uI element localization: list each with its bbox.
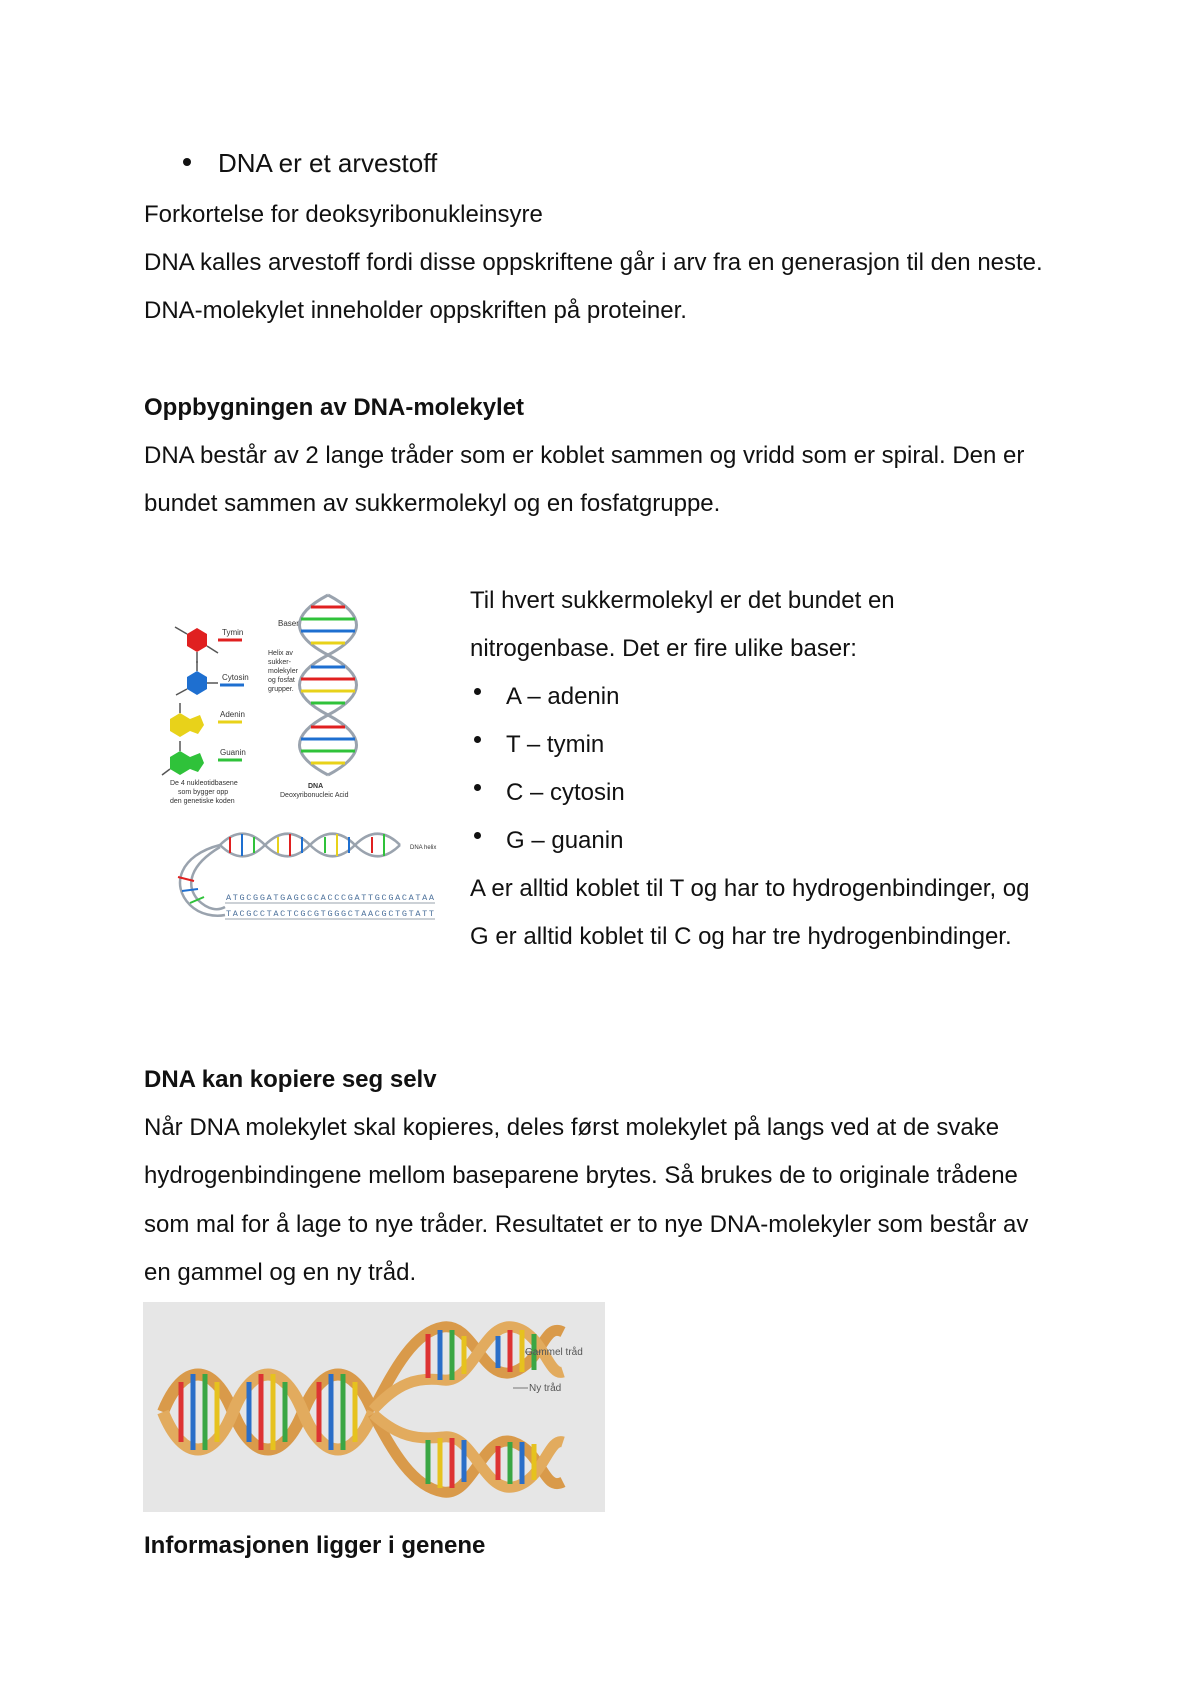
dna-structure-figure <box>160 585 450 945</box>
base-item: A – adenin <box>506 683 620 710</box>
bullet-marker <box>474 688 481 695</box>
bullet-marker <box>474 832 481 839</box>
section-heading: DNA kan kopiere seg selv <box>144 1066 437 1093</box>
bullet-marker <box>474 736 481 743</box>
cytosin-label: Cytosin <box>222 673 249 682</box>
copy-line: Når DNA molekylet skal kopieres, deles først molekylet på langs ved at de svake <box>144 1114 1000 1141</box>
tymin-label: Tymin <box>222 628 244 637</box>
adenin-molecule-icon <box>170 703 204 737</box>
section-heading: Informasjonen ligger i genene <box>144 1532 486 1559</box>
sequence-top: ATGCGGATGAGCGCACCCGATTGCGACATAA <box>226 893 434 903</box>
dna-helix-label: DNA helix <box>410 845 437 851</box>
bases-caption: De 4 nukleotidbasene som bygger opp den genetiske koden <box>170 780 238 805</box>
dna-replication-figure <box>143 1302 605 1512</box>
bullet-marker <box>474 784 481 791</box>
copy-line: som mal for å lage to nye tråder. Resultatet er to nye DNA-molekyler som består av <box>144 1211 1029 1238</box>
base-item: T – tymin <box>506 731 605 758</box>
bases-line: nitrogenbase. Det er fire ulike baser: <box>470 635 857 662</box>
tymin-molecule-icon <box>175 627 218 663</box>
dna-helix-horizontal-icon <box>178 834 435 919</box>
helix-label: Helix av sukker- molekyler og fosfat grupper. <box>268 650 298 693</box>
bases-after-line: A er alltid koblet til T og har to hydrogenbindinger, og <box>470 875 1030 902</box>
cytosin-molecule-icon <box>176 661 218 695</box>
intro-line: DNA kalles arvestoff fordi disse oppskriftene går i arv fra en generasjon til den neste. <box>144 249 1043 276</box>
dna-helix-vertical-icon <box>300 595 357 775</box>
bases-line: Til hvert sukkermolekyl er det bundet en <box>470 587 895 614</box>
intro-line: DNA-molekylet inneholder oppskriften på proteiner. <box>144 297 687 324</box>
structure-line: bundet sammen av sukkermolekyl og en fosfatgruppe. <box>144 490 721 517</box>
guanin-label: Guanin <box>220 748 246 757</box>
sequence-bottom: TACGCCTACTCGCGTGGGCTAACGCTGTATT <box>226 909 434 919</box>
new-strand-label: Ny tråd <box>529 1383 562 1394</box>
copy-line: hydrogenbindingene mellom baseparene brytes. Så brukes de to originale trådene <box>144 1162 1018 1189</box>
adenin-label: Adenin <box>220 710 245 719</box>
section-heading: Oppbygningen av DNA-molekylet <box>144 394 525 421</box>
base-item: C – cytosin <box>506 779 625 806</box>
old-strand-label: Gammel tråd <box>525 1347 583 1358</box>
base-item: G – guanin <box>506 827 624 854</box>
dna-caption: DNA Deoxyribonucleic Acid <box>280 783 349 799</box>
intro-bullet: DNA er et arvestoff <box>218 148 438 178</box>
bases-after-line: G er alltid koblet til C og har tre hydrogenbindinger. <box>470 923 1012 950</box>
copy-line: en gammel og en ny tråd. <box>144 1259 417 1286</box>
bullet-marker <box>183 158 191 166</box>
guanin-molecule-icon <box>162 741 204 775</box>
structure-line: DNA består av 2 lange tråder som er koblet sammen og vridd som er spiral. Den er <box>144 442 1025 469</box>
baser-label: Baser <box>278 619 299 628</box>
intro-line: Forkortelse for deoksyribonukleinsyre <box>144 201 543 228</box>
